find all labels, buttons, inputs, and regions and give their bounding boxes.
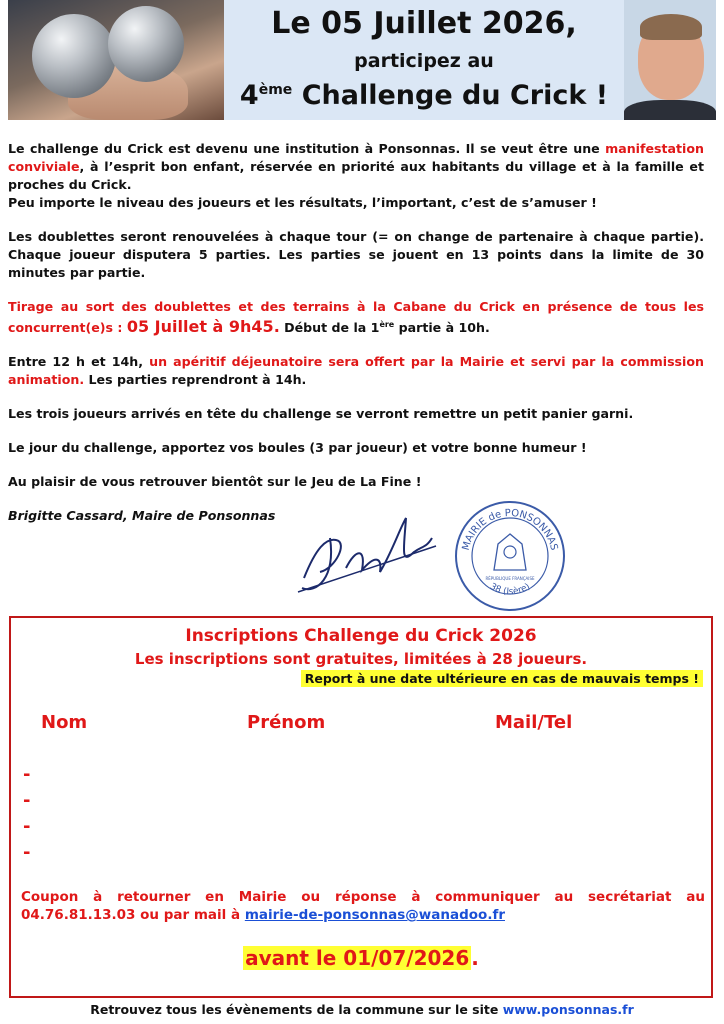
body-text — [8, 140, 704, 541]
portrait-photo — [624, 0, 716, 120]
paragraph-closing: Au plaisir de vous retrouver bientôt sur le Jeu de La Fine ! — [8, 474, 422, 490]
title-box — [224, 0, 624, 120]
portrait-hair — [640, 14, 702, 40]
deadline — [11, 946, 711, 970]
registration-subtitle: Les inscriptions sont gratuites, limitées à 28 joueurs. — [134, 650, 588, 668]
intro-highlight: manifestation conviviale — [8, 141, 704, 174]
title-challenge-name: Challenge du Crick ! — [301, 80, 609, 111]
column-nom: Nom — [41, 712, 88, 733]
handwritten-signature — [296, 508, 442, 596]
deadline-date: avant le 01/07/2026 — [245, 946, 470, 970]
aperitif-resume: Les parties reprendront à 14h. — [84, 372, 307, 388]
paragraph-rules: Les doublettes seront renouvelées à chaque tour (= on change de partenaire à chaque partie). Chaque joueur disputera 5 parties. Les parties se jouent en 13 points dans la limite de 30 minutes par partie. — [8, 229, 704, 280]
title-ordinal-sup: ème — [258, 82, 293, 98]
aperitif-time: Entre 12 h et 14h, — [8, 354, 150, 370]
registration-line-4: - — [23, 842, 31, 863]
petanque-balls-photo — [8, 0, 224, 120]
stamp-top-text: MAIRIE de PONSONNAS — [460, 507, 560, 552]
registration-lines — [23, 764, 30, 868]
draw-start: Début de la 1 — [279, 320, 380, 336]
stamp-inner-text: RÉPUBLIQUE FRANÇAISE — [485, 576, 535, 581]
footer — [0, 1002, 724, 1017]
petanque-ball-right — [108, 6, 184, 82]
draw-time: 05 Juillet à 9h45. — [126, 317, 280, 337]
paragraph-draw — [8, 298, 704, 337]
deadline-dot: . — [471, 946, 479, 970]
header — [8, 0, 716, 120]
email-link[interactable]: mairie-de-ponsonnas@wanadoo.fr — [244, 907, 505, 923]
petanque-ball-left — [32, 14, 116, 98]
town-hall-stamp — [454, 500, 566, 612]
stamp-bottom-text: 38 (Isère) — [488, 581, 533, 598]
registration-line-2: - — [23, 790, 31, 811]
registration-title: Inscriptions Challenge du Crick 2026 — [185, 626, 537, 646]
intro-text-end: Peu importe le niveau des joueurs et les résultats, l’important, c’est de s’amuser ! — [8, 195, 597, 210]
draw-start-end: partie à 10h. — [394, 320, 490, 336]
aperitif-highlight: un apéritif déjeunatoire sera offert par la Mairie et servi par la commission animation. — [8, 354, 704, 388]
column-prenom: Prénom — [247, 712, 326, 733]
portrait-shirt — [624, 100, 716, 120]
paragraph-bring: Le jour du challenge, apportez vos boules (3 par joueur) et votre bonne humeur ! — [8, 440, 587, 456]
draw-start-sup: ère — [379, 320, 395, 329]
intro-text-cont: , à l’esprit bon enfant, réservée en priorité aux habitants du village et à la famille et proches du Crick. — [8, 159, 704, 192]
coupon-instructions — [21, 888, 705, 924]
coupon-text: Coupon à retourner en Mairie ou réponse à communiquer au secrétariat au 04.76.81.13.03 ou par mail à — [21, 889, 705, 923]
paragraph-aperitif — [8, 353, 704, 389]
registration-line-3: - — [23, 816, 31, 837]
paragraph-intro — [8, 140, 704, 212]
website-link[interactable]: www.ponsonnas.fr — [502, 1002, 634, 1017]
intro-text: Le challenge du Crick est devenu une institution à Ponsonnas. Il se veut être une — [8, 141, 606, 156]
title-invite: participez au — [354, 50, 494, 72]
paragraph-prizes: Les trois joueurs arrivés en tête du challenge se verront remettre un petit panier garni. — [8, 406, 634, 422]
title-date: Le 05 Juillet 2026, — [271, 6, 577, 41]
title-challenge — [224, 80, 624, 111]
footer-text: Retrouvez tous les évènements de la commune sur le site — [90, 1002, 503, 1017]
weather-notice: Report à une date ultérieure en cas de mauvais temps ! — [301, 670, 703, 687]
registration-line-1: - — [23, 764, 31, 785]
title-ordinal: 4 — [239, 80, 259, 111]
registration-box — [9, 616, 713, 998]
signature-name: Brigitte Cassard, Maire de Ponsonnas — [8, 508, 276, 524]
draw-text: Tirage au sort des doublettes et des terrains à la Cabane du Crick en présence de tous les concurrent(e)s : — [8, 299, 704, 336]
column-mail-tel: Mail/Tel — [495, 712, 573, 733]
svg-text:38 (Isère) — [488, 582, 532, 597]
